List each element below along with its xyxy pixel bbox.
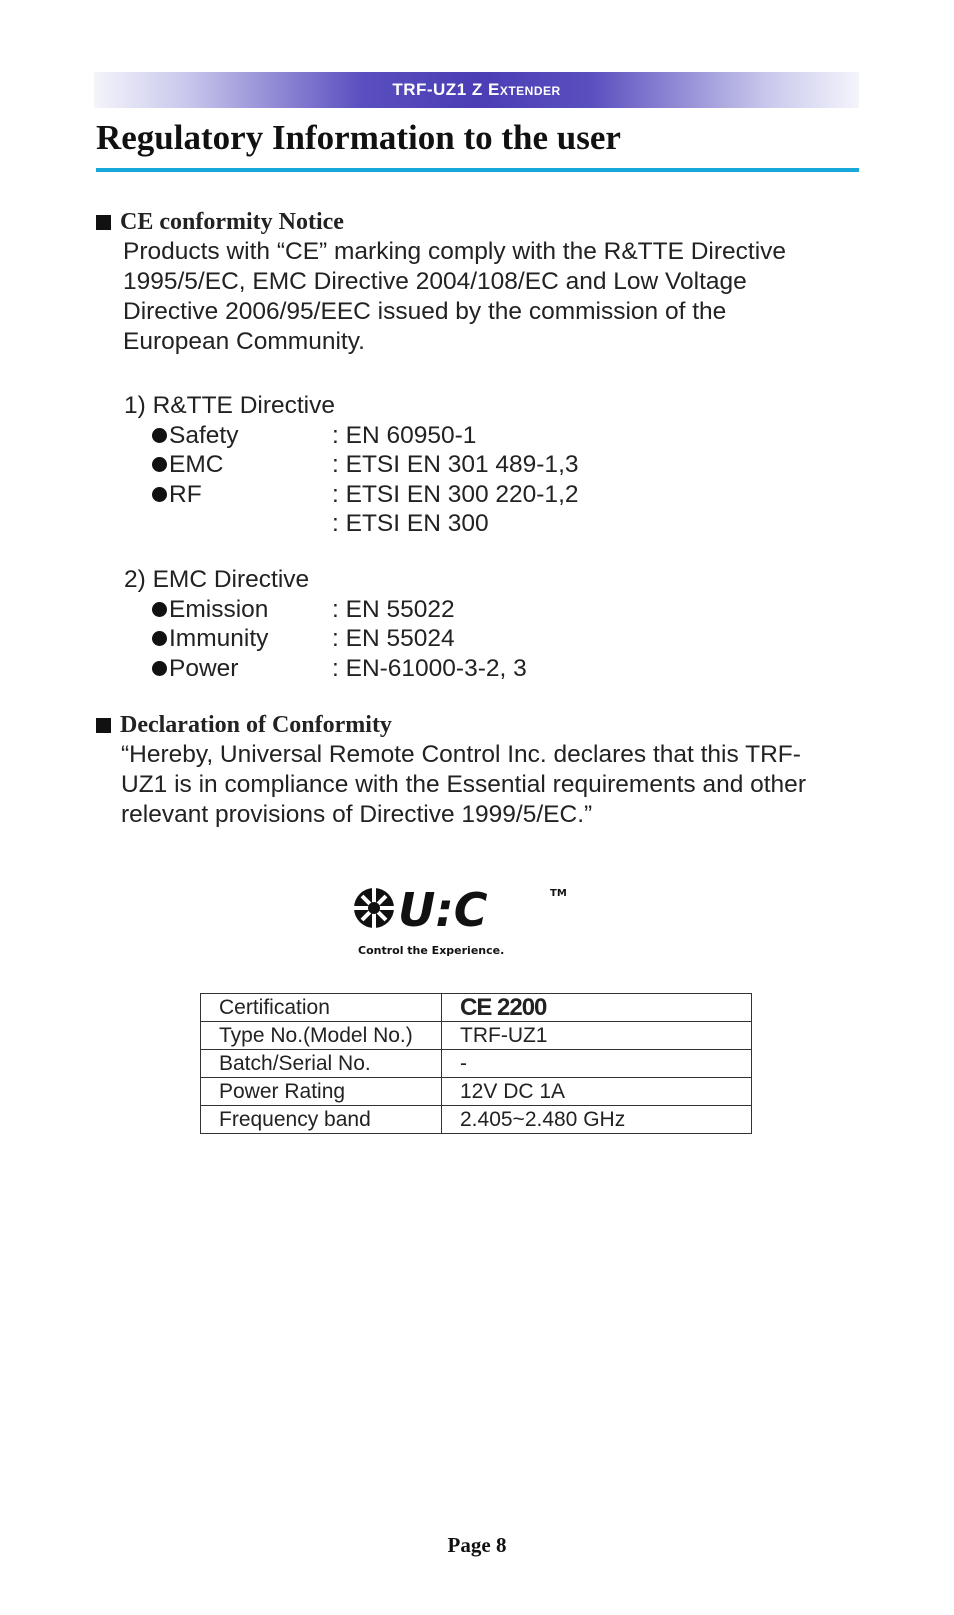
page-title: Regulatory Information to the user	[96, 118, 621, 157]
table-row: Batch/Serial No. -	[201, 1050, 752, 1078]
list-item: Safety : EN 60950-1	[124, 421, 579, 451]
svg-text:Control the Experience.: Control the Experience.	[358, 944, 505, 957]
list-item: Emission : EN 55022	[124, 595, 527, 625]
list-item: Power : EN-61000-3-2, 3	[124, 654, 527, 684]
bullet-icon	[152, 661, 167, 676]
list-item: : ETSI EN 300	[332, 510, 489, 537]
header-title: TRF-UZ1 Z Extender	[392, 80, 561, 99]
table-row: Power Rating 12V DC 1A	[201, 1078, 752, 1106]
bullet-icon	[152, 602, 167, 617]
table-row: Certification CE 2200	[201, 994, 752, 1022]
list-item: EMC : ETSI EN 301 489-1,3	[124, 450, 579, 480]
bullet-icon	[152, 487, 167, 502]
list-item: RF : ETSI EN 300 220-1,2	[124, 480, 579, 510]
declaration-body: “Hereby, Universal Remote Control Inc. declares that this TRF-UZ1 is in compliance with the Essential requirements and other relevant provisions of Directive 1999/5/EC.”	[121, 741, 806, 828]
certification-table	[200, 993, 752, 1134]
header-bar	[94, 72, 859, 108]
rtte-directive-list	[124, 391, 579, 539]
bullet-icon	[152, 457, 167, 472]
bullet-icon	[152, 428, 167, 443]
table-row: Frequency band 2.405~2.480 GHz	[201, 1106, 752, 1134]
emc-directive-list	[124, 565, 527, 683]
ce-notice-section	[96, 207, 866, 357]
rtte-directive-title: 1) R&TTE Directive	[124, 392, 336, 419]
table-row: Type No.(Model No.) TRF-UZ1	[201, 1022, 752, 1050]
bullet-icon	[152, 631, 167, 646]
globe-icon	[354, 888, 394, 928]
list-item: Immunity : EN 55024	[124, 624, 527, 654]
ce-mark: CE 2200	[442, 994, 752, 1022]
declaration-section	[96, 710, 866, 830]
page-number: Page 8	[447, 1533, 507, 1557]
title-divider	[96, 168, 859, 172]
svg-text:TM: TM	[550, 888, 567, 899]
square-bullet-icon	[96, 215, 111, 230]
urc-logo	[352, 880, 572, 960]
emc-directive-title: 2) EMC Directive	[124, 566, 310, 593]
svg-text:U:C: U:C	[398, 883, 488, 937]
declaration-heading: Declaration of Conformity	[96, 710, 866, 740]
ce-notice-body: Products with “CE” marking comply with the R&TTE Directive 1995/5/EC, EMC Directive 2004/108/EC and Low Voltage Directive 2006/95/EEC issued by the commission of the European Community.	[123, 238, 787, 355]
ce-notice-heading: CE conformity Notice	[96, 207, 866, 237]
square-bullet-icon	[96, 718, 111, 733]
